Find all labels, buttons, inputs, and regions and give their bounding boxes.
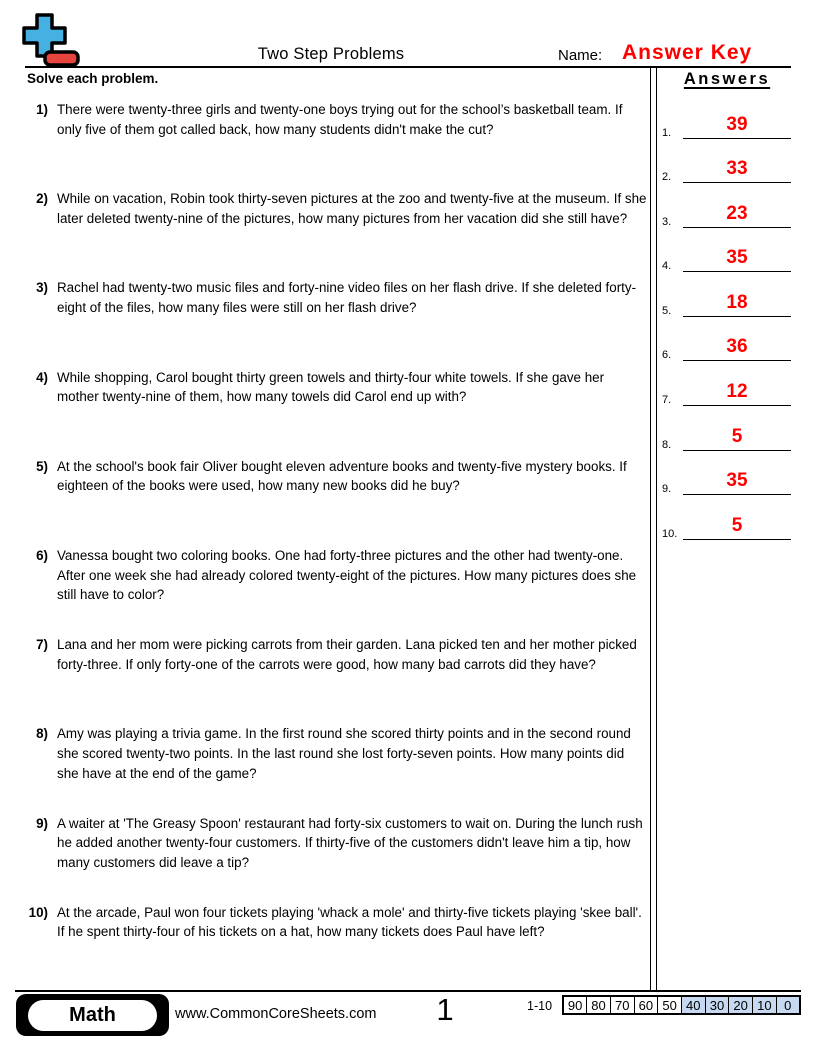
instruction-text: Solve each problem. [27, 71, 159, 86]
problem-item-10 [27, 903, 649, 992]
answer-value: 39 [726, 113, 748, 135]
answer-value: 5 [731, 514, 743, 536]
problem-item-1 [27, 100, 649, 189]
answer-value: 23 [726, 202, 748, 224]
problem-text: Amy was playing a trivia game. In the first round she scored thirty points and in the second round she scored twenty-two points. In the last round she lost forty-seven points. How many points did she have at the end of the game? [57, 726, 631, 781]
answer-blank-line [683, 114, 791, 139]
score-cell: 90 [563, 996, 587, 1014]
subject-badge-label: Math [28, 1000, 157, 1031]
answer-blank-line [683, 336, 791, 361]
problem-number: 2) [36, 191, 48, 207]
answer-number: 6. [662, 349, 672, 362]
plus-minus-logo-icon [19, 11, 81, 74]
answer-number: 10. [662, 527, 678, 540]
answer-blank-line [683, 381, 791, 406]
problem-item-6 [27, 546, 649, 635]
score-cell: 10 [753, 996, 777, 1014]
answer-blank-line [683, 470, 791, 495]
problem-number: 8) [36, 726, 48, 742]
problem-text: At the school's book fair Oliver bought eleven adventure books and twenty-five mystery books. If eighteen of the books were used, how many new books did he buy? [57, 458, 627, 494]
answer-row-5 [658, 272, 791, 317]
score-table-row [563, 996, 800, 1014]
problem-number: 5) [36, 458, 48, 474]
problem-text: While on vacation, Robin took thirty-seven pictures at the zoo and twenty-five at the museum. If she later deleted twenty-nine of the pictures, how many pictures from her vacation did she still have? [57, 191, 647, 226]
answer-value: 18 [726, 291, 748, 313]
answer-number: 8. [662, 438, 672, 451]
answer-value: 12 [726, 381, 748, 403]
problem-item-4 [27, 368, 649, 457]
answer-value: 36 [726, 336, 748, 358]
answer-row-7 [658, 361, 791, 406]
score-cell: 0 [776, 996, 800, 1014]
answer-blank-line [683, 292, 791, 317]
problem-number: 4) [36, 369, 48, 385]
subject-badge [16, 994, 169, 1036]
score-table [562, 995, 801, 1015]
problem-text: While shopping, Carol bought thirty green towels and thirty-four white towels. If she gave her mother twenty-nine of them, how many towels did Carol end up with? [57, 369, 605, 405]
score-cell: 30 [705, 996, 729, 1014]
problem-number: 9) [36, 815, 48, 831]
answer-number: 2. [662, 171, 672, 184]
score-cell: 50 [658, 996, 682, 1014]
problem-item-9 [27, 814, 649, 903]
answer-row-9 [658, 451, 791, 496]
problem-number: 10) [28, 904, 48, 920]
answer-blank-line [683, 426, 791, 451]
answer-blank-line [683, 247, 791, 272]
problem-text: A waiter at 'The Greasy Spoon' restaurant had forty-six customers to wait on. During the lunch rush he added another twenty-four customers. If thirty-five of the customers didn't leave him a tip, how many customers did leave a tip? [57, 815, 643, 870]
answer-key-text: Answer Key [622, 41, 753, 64]
problem-text: There were twenty-three girls and twenty-one boys trying out for the school’s basketball team. If only five of them got called back, how many students didn't make the cut? [57, 102, 623, 137]
score-cell: 80 [587, 996, 611, 1014]
answer-number: 9. [662, 483, 672, 496]
score-cell: 70 [610, 996, 634, 1014]
answer-value: 33 [726, 158, 748, 180]
problem-text: Lana and her mom were picking carrots from their garden. Lana picked ten and her mother picked forty-three. If only forty-one of the carrots were good, how many bad carrots did they have? [57, 637, 637, 672]
score-range-label: 1-10 [527, 999, 553, 1013]
problem-item-2 [27, 189, 649, 278]
problem-number: 7) [36, 637, 48, 653]
answer-blank-line [683, 515, 791, 540]
problem-item-7 [27, 635, 649, 724]
answer-number: 3. [662, 215, 672, 228]
problem-text: Rachel had twenty-two music files and forty-nine video files on her flash drive. If she deleted forty-eight of the files, how many files were still on her flash drive? [57, 280, 637, 315]
answer-row-6 [658, 317, 791, 362]
score-cell: 40 [681, 996, 705, 1014]
problem-item-5 [27, 457, 649, 546]
answer-row-4 [658, 228, 791, 273]
page-title: Two Step Problems [257, 45, 405, 63]
problem-number: 6) [36, 547, 48, 563]
answer-number: 7. [662, 394, 672, 407]
problem-item-3 [27, 278, 649, 367]
answer-number: 5. [662, 304, 672, 317]
page-number: 1 [436, 992, 454, 1027]
answers-list [658, 94, 791, 540]
answers-heading: Answers [683, 70, 771, 88]
name-label: Name: [558, 47, 603, 64]
score-cell: 20 [729, 996, 753, 1014]
answer-value: 5 [731, 425, 743, 447]
answer-row-3 [658, 183, 791, 228]
problem-item-8 [27, 724, 649, 813]
answer-blank-line [683, 203, 791, 228]
header-divider [25, 66, 791, 68]
answer-row-10 [658, 495, 791, 540]
answers-column-divider [650, 67, 657, 991]
problems-list [27, 100, 649, 992]
problem-number: 1) [36, 102, 48, 117]
answer-value: 35 [726, 247, 748, 269]
score-cell: 60 [634, 996, 658, 1014]
problem-number: 3) [36, 280, 48, 296]
problem-text: Vanessa bought two coloring books. One had forty-three pictures and the other had twenty-one. After one week she had already colored twenty-eight of the pictures. How many pictures does she still have to color? [57, 547, 637, 603]
answer-blank-line [683, 158, 791, 183]
answer-number: 4. [662, 260, 672, 273]
answer-value: 35 [726, 470, 748, 492]
answer-row-2 [658, 139, 791, 184]
answer-number: 1. [662, 126, 672, 139]
answer-row-8 [658, 406, 791, 451]
problem-text: At the arcade, Paul won four tickets playing 'whack a mole' and thirty-five tickets playing 'skee ball'. If he spent thirty-four of his tickets on a hat, how many tickets does Paul have left? [57, 904, 642, 940]
answer-row-1 [658, 94, 791, 139]
website-text: www.CommonCoreSheets.com [175, 1006, 377, 1022]
